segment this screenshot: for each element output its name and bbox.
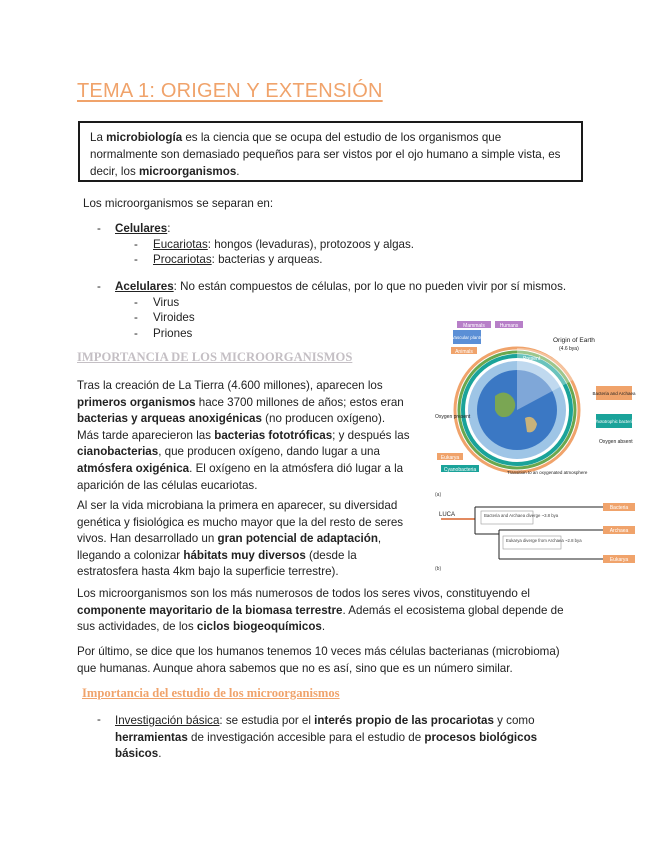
humans-label: Humans	[499, 323, 519, 329]
bullet-dash: -	[134, 238, 138, 251]
luca-label: LUCA	[439, 512, 456, 518]
definition-line: decir, los microorganismos.	[90, 165, 240, 178]
earth-timeline-figure	[433, 318, 638, 498]
bullet-dash: -	[134, 311, 138, 324]
paragraph-origen: Tras la creación de La Tierra (4.600 millones), aparecen los primeros organismos hace 3700 millones de años; estos eran bacterias y arqueas anoxigénicas (no producen oxígeno). Más tarde aparecieron las bacterias fototróficas; y después las cianobacterias, que producen oxígeno, dando lugar a una atmósfera oxigénica. El oxígeno en la atmósfera dió lugar a la aparición de las células eucariotas.	[77, 379, 410, 492]
tree-eukarya-label: Eukarya	[609, 557, 629, 563]
paragraph-microbioma: Por último, se dice que los humanos tenemos 10 veces más células bacterianas (microbioma) que humanas. Aunque ahora sabemos que no es así, sino que es un número similar.	[77, 645, 560, 675]
definition-line: normalmente son demasiado pequeños para ser vistos por el ojo humano a simple vista, es	[90, 148, 561, 161]
paragraph-diversidad: Al ser la vida microbiana la primera en aparecer, su diversidad genética y fisiológica es mucho mayor que la del resto de seres vivos. Han desarrollado un gran potencial de adaptación, llegando a colonizar hábitats muy diversos (desde la estratosfera hasta 4km bajo la superficie terrestre).	[77, 499, 404, 579]
procariotas-item: Procariotas: bacterias y arqueas.	[153, 253, 323, 266]
bullet-dash: -	[97, 713, 101, 726]
bullet-dash: -	[134, 296, 138, 309]
eukarya-label: Eukarya	[440, 455, 460, 461]
phototrophic-label: Phototrophic bacteria	[593, 419, 635, 424]
acelular-viroides: Viroides	[153, 311, 195, 324]
panel-a-label: (a)	[435, 492, 442, 498]
celulares-item: Celulares:	[115, 222, 171, 235]
tree-note2: Eukarya diverge from Archaea ~2.8 bya	[506, 538, 582, 543]
bullet-dash: -	[134, 253, 138, 266]
origin-age: (4.6 bya)	[559, 346, 579, 352]
cyanobacteria-label: Cyanobacteria	[443, 467, 477, 473]
importancia-heading: IMPORTANCIA DE LOS MICROORGANISMOS	[77, 350, 353, 364]
eucariotas-item: Eucariotas: hongos (levaduras), protozoos y algas.	[153, 238, 415, 251]
definition-box	[78, 121, 583, 182]
tree-archaea-label: Archaea	[609, 528, 629, 534]
intro-text: Los microorganismos se separan en:	[83, 197, 274, 210]
panel-b-label: (b)	[435, 566, 442, 572]
oxygen-absent-label: Oxygen absent	[599, 439, 633, 445]
definition-line: La microbiología es la ciencia que se ocupa del estudio de los organismos que	[90, 131, 502, 144]
phylogeny-tree-figure	[433, 502, 638, 572]
bacteria-archaea-label: Bacteria and Archaea	[592, 391, 636, 396]
acelular-virus: Virus	[153, 296, 180, 309]
present-label: Present	[523, 356, 541, 362]
mammals-label: Mammals	[463, 323, 485, 329]
page-title: TEMA 1: ORIGEN Y EXTENSIÓN	[77, 80, 383, 102]
transition-label: Transition to an oxygenated atmosphere	[507, 470, 588, 475]
origin-label: Origin of Earth	[553, 337, 595, 344]
acelulares-item: Acelulares: No están compuestos de células, por lo que no pueden vivir por sí mismos.	[115, 280, 567, 293]
estudio-heading: Importancia del estudio de los microorganismos	[82, 686, 340, 700]
bullet-dash: -	[97, 280, 101, 293]
paragraph-biomasa: Los microorganismos son los más numerosos de todos los seres vivos, constituyendo el componente mayoritario de la biomasa terrestre. Además el ecosistema global depende de sus actividades, de los ciclos biogeoquímicos.	[77, 587, 564, 634]
investigacion-item: Investigación básica: se estudia por el interés propio de las procariotas y como herramientas de investigación accesible para el estudio de procesos biológicos básicos.	[115, 714, 538, 761]
bullet-dash: -	[134, 327, 138, 340]
oxygen-present-label: Oxygen present	[435, 414, 471, 420]
vascular-plants-label: Vascular plants	[451, 335, 483, 340]
tree-note1: Bacteria and Archaea diverge ~3.8 bya	[484, 513, 559, 518]
acelular-priones: Priones	[153, 327, 193, 340]
tree-bacteria-label: Bacteria	[609, 505, 629, 511]
animals-label: Animals	[455, 349, 473, 355]
bullet-dash: -	[97, 222, 101, 235]
